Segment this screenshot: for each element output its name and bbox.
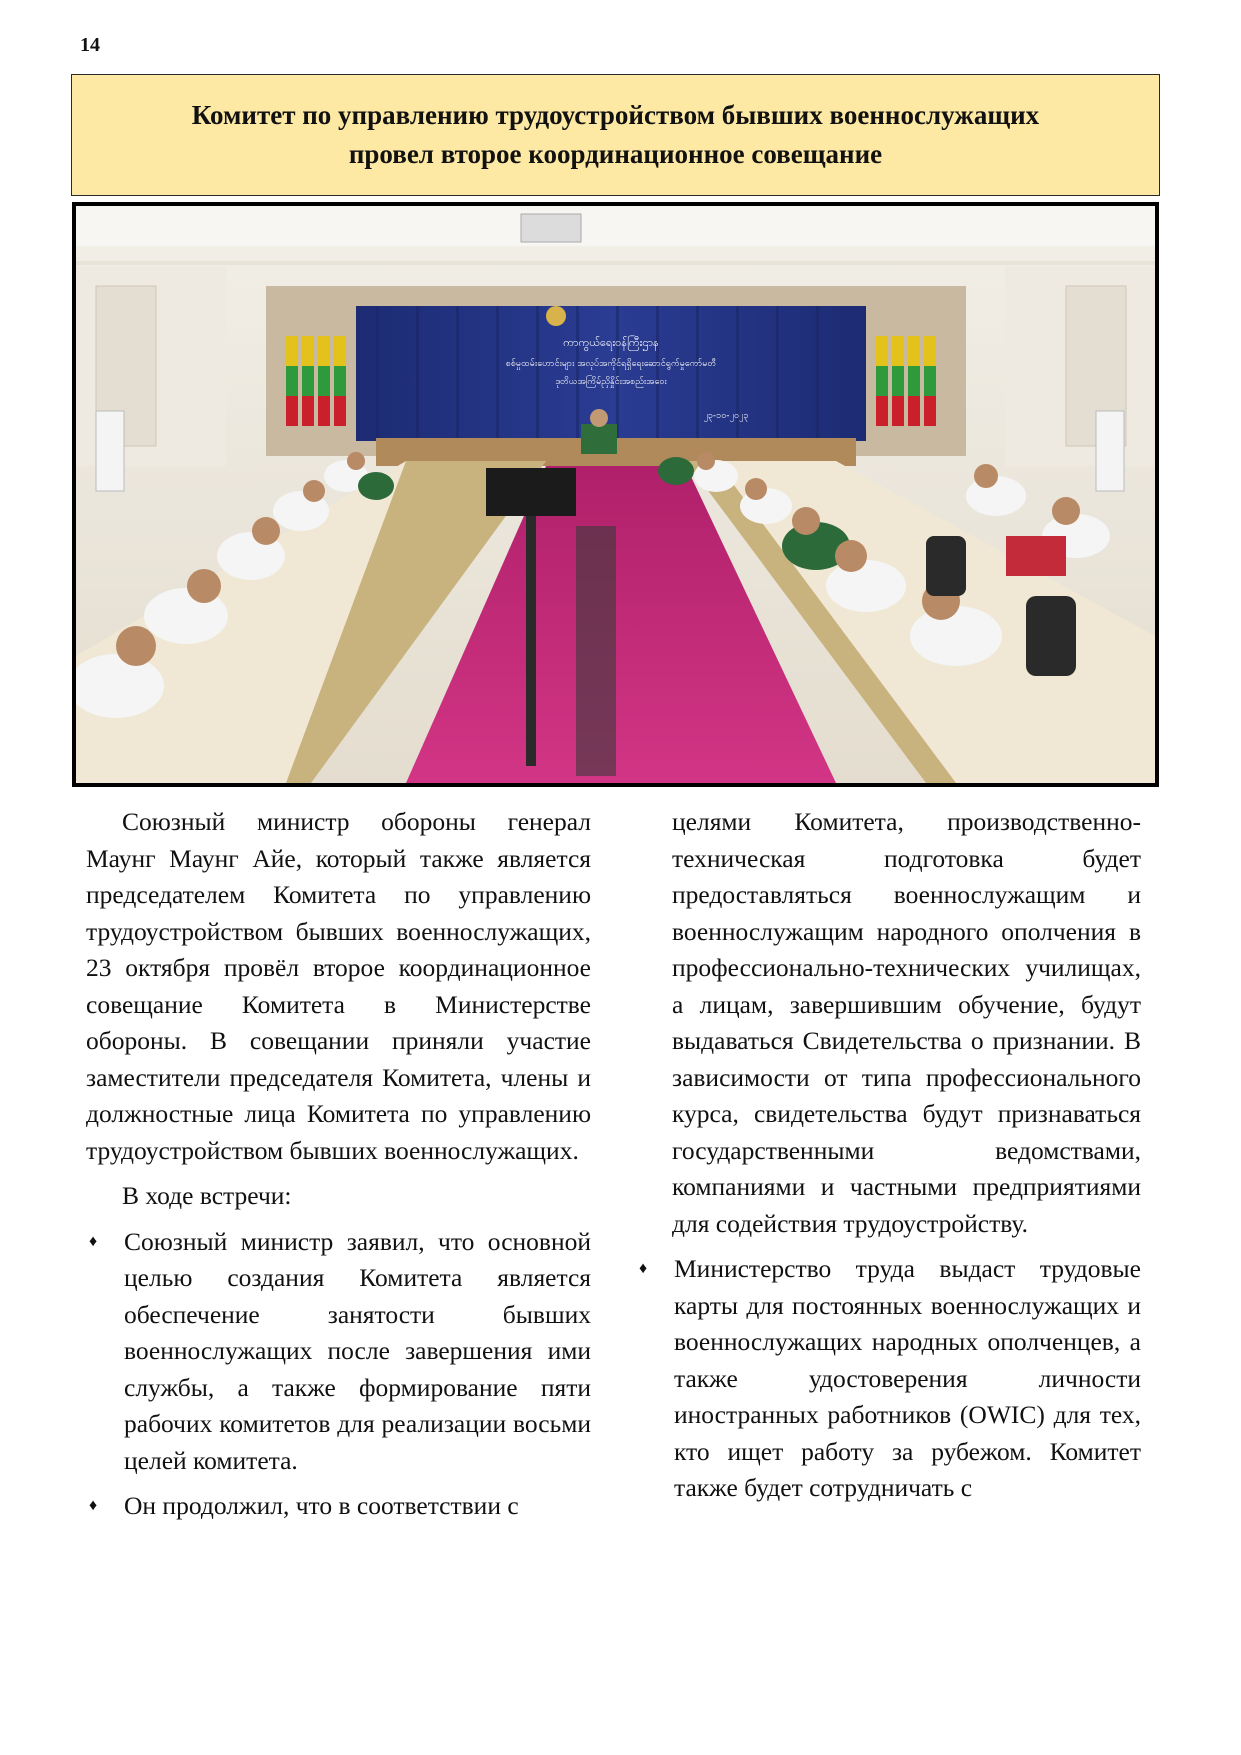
banner-line-3: ဒုတိယအကြိမ်ညှိနှိုင်းအစည်းအဝေး xyxy=(555,377,667,387)
headline-line-1: Комитет по управлению трудоустройством бывших военнослужащих xyxy=(191,100,1040,130)
meeting-room-illustration xyxy=(76,206,1155,783)
headline-line-2: провел второе координационное совещание xyxy=(348,139,883,169)
bullet-text: Он продолжил, что в соответствии с xyxy=(124,1491,519,1520)
list-item xyxy=(86,1488,591,1525)
headline-box xyxy=(71,74,1160,196)
bullet-text: Министерство труда выдаст трудовые карты для постоянных военнослужащих и военнослужащих народных ополченцев, а также удостоверения личности иностранных работников (OWIC) для тех, кто ищет работу за рубежом. Комитет также будет сотрудничать с xyxy=(674,1254,1141,1502)
paragraph-during-meeting: В ходе встречи: xyxy=(122,1181,292,1210)
paragraph-continued: целями Комитета, производственно-техническая подготовка будет предоставляться военнослужащим и военнослужащим народного ополчения в профессионально-технических училищах, а лицам, завершившим обучение, будут выдаваться Свидетельства о признании. В зависимости от типа профессионального курса, свидетельства будут признаваться государственными ведомствами, компаниями и частными предприятиями для содействия трудоустройству. xyxy=(672,807,1141,1238)
paragraph-intro: Союзный министр обороны генерал Маунг Маунг Айе, который также является председателем Комитета по управлению трудоустройством бывших военнослужащих, 23 октября провёл второе координационное совещание Комитета в Министерстве обороны. В совещании приняли участие заместители председателя Комитета, члены и должностные лица Комитета по управлению трудоустройством бывших военнослужащих. xyxy=(86,807,591,1165)
list-item xyxy=(636,1251,1141,1507)
article-column-left xyxy=(86,804,591,1525)
list-item xyxy=(86,1224,591,1480)
bullet-text: Союзный министр заявил, что основной целью создания Комитета является обеспечение занятости бывших военнослужащих после завершения ими службы, а также формирование пяти рабочих комитетов для реализации восьми целей комитета. xyxy=(124,1226,591,1475)
banner-line-1: ကာကွယ်ရေးဝန်ကြီးဌာန xyxy=(563,336,659,349)
page-number: 14 xyxy=(80,34,100,56)
banner-line-2: စစ်မှုထမ်းဟောင်းများ အလုပ်အကိုင်ရရှိရေးဆောင်ရွက်မှုကော်မတီ xyxy=(505,359,717,369)
banner-date: ၂၃-၁၀-၂၀၂၃ xyxy=(703,411,749,421)
meeting-photo xyxy=(72,202,1159,787)
bullet-diamond-icon: ♦ xyxy=(639,1260,648,1277)
article-column-right xyxy=(636,804,1141,1507)
bullet-diamond-icon: ♦ xyxy=(89,1232,98,1250)
bullet-diamond-icon: ♦ xyxy=(89,1497,98,1514)
